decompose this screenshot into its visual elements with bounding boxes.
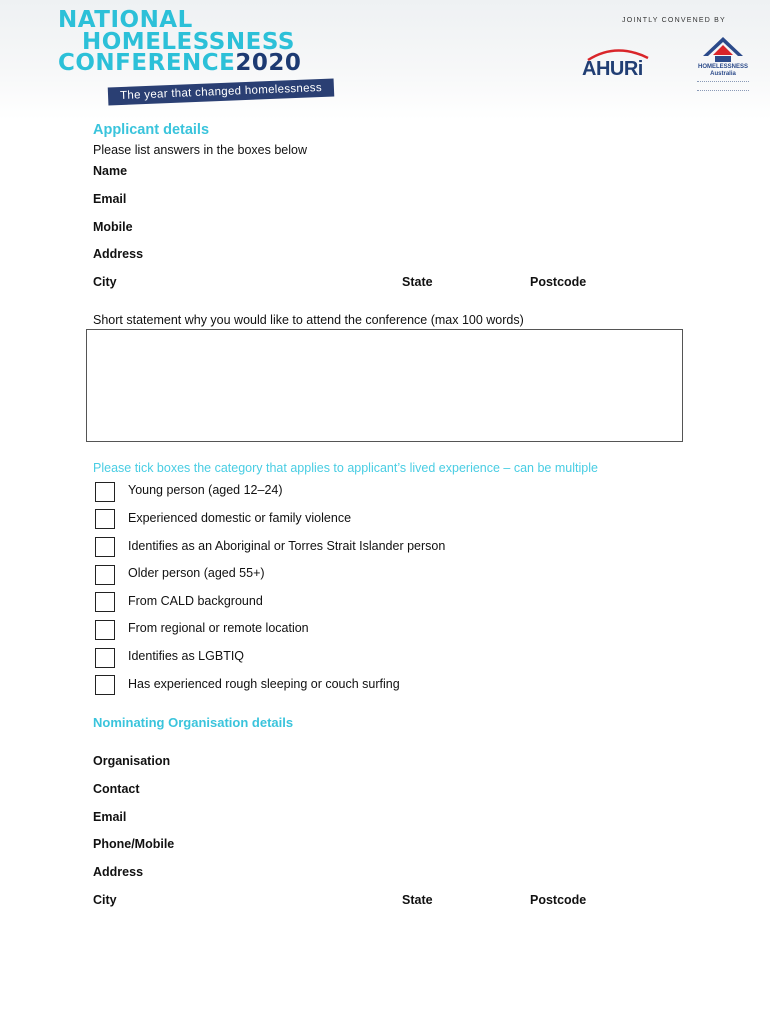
nominating-city-field[interactable]: City [93,893,117,907]
nominating-address-field[interactable]: Address [93,865,144,879]
ha-logo-subtext [697,81,749,91]
checkbox-label-older-person: Older person (aged 55+) [128,566,265,580]
tagline-banner: The year that changed homelessness [108,78,335,105]
title-homelessness: HOMELESSNESS [82,29,295,55]
homelessness-australia-logo [695,36,751,94]
title-conference-row [58,51,301,75]
checkbox-rough-sleeping[interactable] [95,675,115,695]
statement-label: Short statement why you would like to attend the conference (max 100 words) [93,313,524,327]
house-roof-icon [695,36,751,66]
checkbox-older-person[interactable] [95,565,115,585]
ahuri-logo [582,46,664,86]
nominating-postcode-field[interactable]: Postcode [530,893,587,907]
lived-experience-heading: Please tick boxes the category that applies to applicant’s lived experience – can be multiple [93,461,598,475]
nominating-heading: Nominating Organisation details [93,715,294,730]
checkbox-cald-background[interactable] [95,592,115,612]
applicant-state-field[interactable]: State [402,275,433,289]
jointly-convened-label: JOINTLY CONVENED BY [622,17,726,24]
applicant-heading: Applicant details [93,122,210,138]
checkbox-label-young-person: Young person (aged 12–24) [128,483,283,497]
applicant-postcode-field[interactable]: Postcode [530,275,587,289]
checkbox-regional-remote[interactable] [95,620,115,640]
nominating-email-field[interactable]: Email [93,810,127,824]
ha-logo-text: HOMELESSNESS Australia [697,64,748,77]
checkbox-lgbtiq[interactable] [95,648,115,668]
applicant-mobile-field[interactable]: Mobile [93,220,133,234]
checkbox-aboriginal-torres-strait[interactable] [95,537,115,557]
nominating-state-field[interactable]: State [402,893,433,907]
applicant-name-field[interactable]: Name [93,164,128,178]
nominating-contact-field[interactable]: Contact [93,782,140,796]
ahuri-logo-text: AHURi [582,58,643,80]
nominating-organisation-field[interactable]: Organisation [93,754,171,768]
checkbox-label-rough-sleeping: Has experienced rough sleeping or couch surfing [128,677,400,691]
checkbox-label-lgbtiq: Identifies as LGBTIQ [128,649,245,663]
checkbox-label-aboriginal-torres-strait: Identifies as an Aboriginal or Torres Strait Islander person [128,539,446,553]
checkbox-domestic-violence[interactable] [95,509,115,529]
nominating-phone-field[interactable]: Phone/Mobile [93,837,175,851]
checkbox-label-cald-background: From CALD background [128,594,263,608]
statement-textarea[interactable] [86,329,683,442]
applicant-address-field[interactable]: Address [93,247,144,261]
title-conference: CONFERENCE [58,50,236,76]
applicant-email-field[interactable]: Email [93,192,127,206]
instructions-text: Please list answers in the boxes below [93,143,308,157]
checkbox-label-regional-remote: From regional or remote location [128,621,309,635]
checkbox-label-domestic-violence: Experienced domestic or family violence [128,511,352,525]
title-year: 2020 [235,50,302,76]
title-national: NATIONAL [58,7,193,33]
checkbox-young-person[interactable] [95,482,115,502]
applicant-city-field[interactable]: City [93,275,117,289]
